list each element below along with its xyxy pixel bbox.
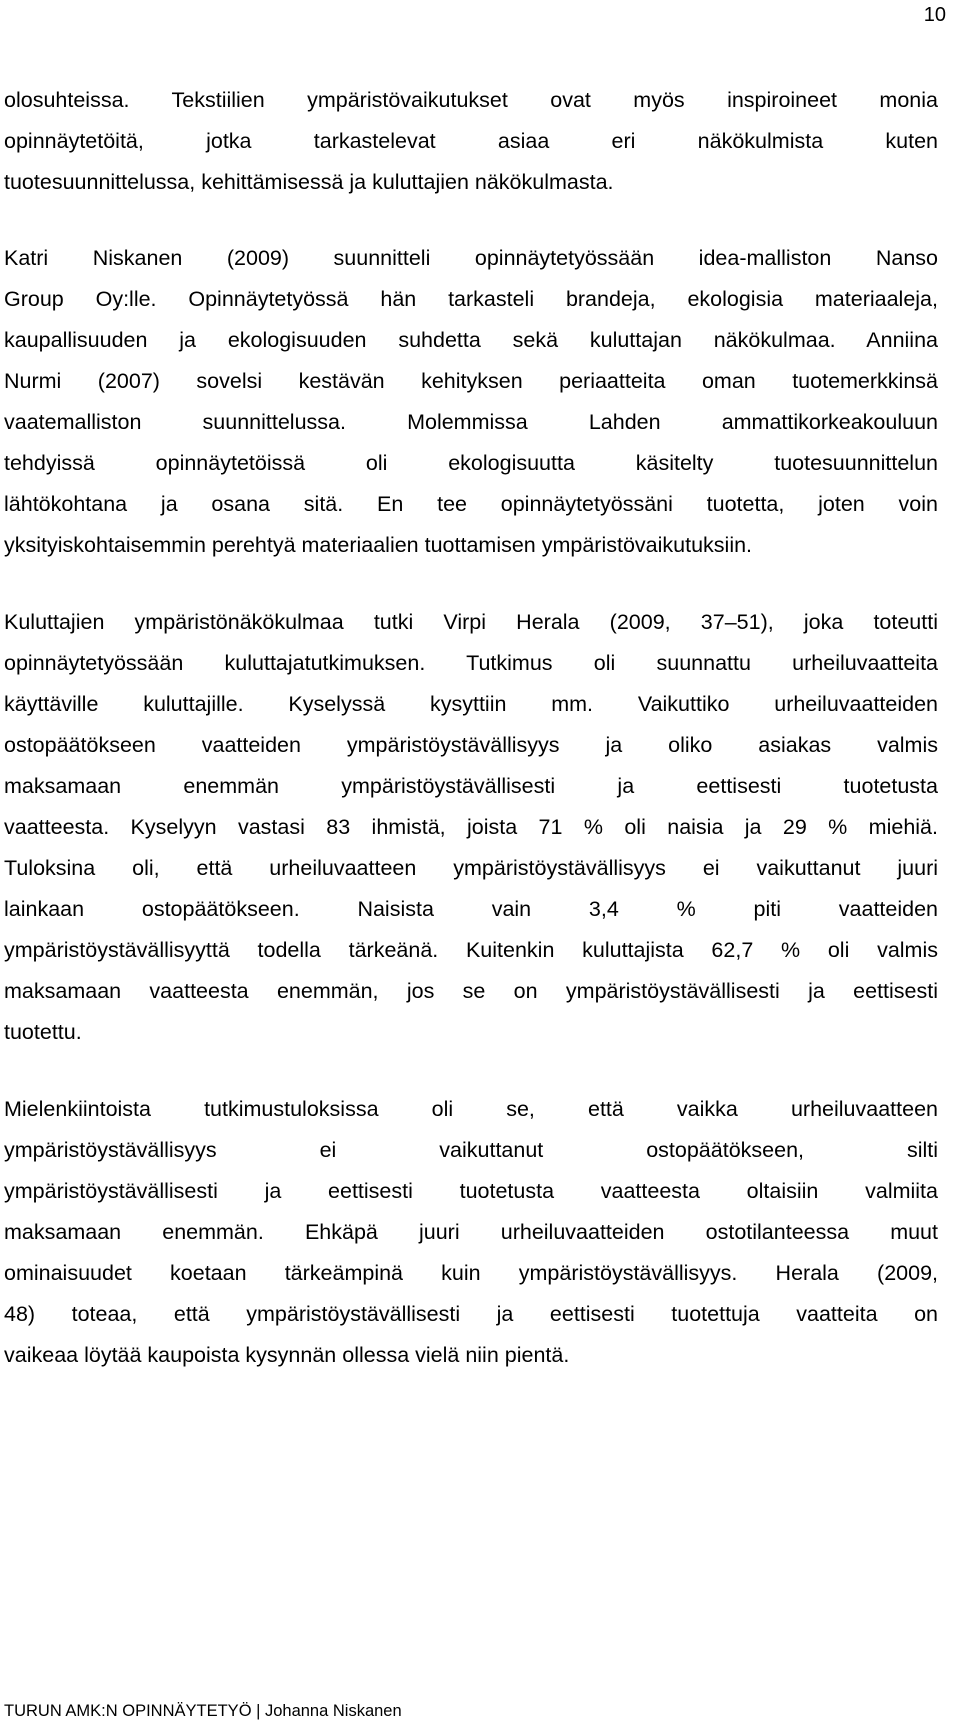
text-line: opinnäytetöitä, jotka tarkastelevat asiaa eri näkökulmista kuten [4, 129, 938, 153]
text-line: Group Oy:lle. Opinnäytetyössä hän tarkasteli brandeja, ekologisia materiaaleja, [4, 287, 938, 311]
text-line: tehdyissä opinnäytetöissä oli ekologisuutta käsitelty tuotesuunnittelun [4, 451, 938, 475]
text-line: maksamaan enemmän. Ehkäpä juuri urheiluvaatteiden ostotilanteessa muut [4, 1220, 938, 1244]
text-line: ostopäätökseen vaatteiden ympäristöystävällisyys ja oliko asiakas valmis [4, 733, 938, 757]
paragraph-1 [4, 80, 938, 203]
text-line: lähtökohtana ja osana sitä. En tee opinnäytetyössäni tuotetta, joten voin [4, 492, 938, 516]
text-line: käyttäville kuluttajille. Kyselyssä kysyttiin mm. Vaikuttiko urheiluvaatteiden [4, 692, 938, 716]
text-line: maksamaan enemmän ympäristöystävällisesti ja eettisesti tuotetusta [4, 774, 938, 798]
text-line: Kuluttajien ympäristönäkökulmaa tutki Virpi Herala (2009, 37–51), joka toteutti [4, 610, 938, 634]
paragraph-4 [4, 1089, 938, 1376]
text-line: kaupallisuuden ja ekologisuuden suhdetta sekä kuluttajan näkökulmaa. Anniina [4, 328, 938, 352]
text-line: ympäristöystävällisyyttä todella tärkeänä. Kuitenkin kuluttajista 62,7 % oli valmis [4, 938, 938, 962]
text-line: lainkaan ostopäätökseen. Naisista vain 3,4 % piti vaatteiden [4, 897, 938, 921]
paragraph-2 [4, 238, 938, 566]
text-line: opinnäytetyössään kuluttajatutkimuksen. Tutkimus oli suunnattu urheiluvaatteita [4, 651, 938, 675]
text-line: vaatteesta. Kyselyyn vastasi 83 ihmistä, joista 71 % oli naisia ja 29 % miehiä. [4, 815, 938, 839]
text-line: Nurmi (2007) sovelsi kestävän kehityksen periaatteita oman tuotemerkkinsä [4, 369, 938, 393]
text-line: ympäristöystävällisesti ja eettisesti tuotetusta vaatteesta oltaisiin valmiita [4, 1179, 938, 1203]
text-line: yksityiskohtaisemmin perehtyä materiaalien tuottamisen ympäristövaikutuksiin. [4, 533, 753, 557]
text-line: Tuloksina oli, että urheiluvaatteen ympäristöystävällisyys ei vaikuttanut juuri [4, 856, 938, 880]
text-line: maksamaan vaatteesta enemmän, jos se on ympäristöystävällisesti ja eettisesti [4, 979, 938, 1003]
text-line: ympäristöystävällisyys ei vaikuttanut ostopäätökseen, silti [4, 1138, 938, 1162]
page-number: 10 [923, 4, 946, 26]
text-line: Katri Niskanen (2009) suunnitteli opinnäytetyössään idea-malliston Nanso [4, 246, 938, 270]
text-line: tuotesuunnittelussa, kehittämisessä ja kuluttajien näkökulmasta. [4, 170, 614, 194]
text-line: Mielenkiintoista tutkimustuloksissa oli se, että vaikka urheiluvaatteen [4, 1097, 938, 1121]
text-line: olosuhteissa. Tekstiilien ympäristövaikutukset ovat myös inspiroineet monia [4, 88, 938, 112]
text-line: vaikeaa löytää kaupoista kysynnän ollessa vielä niin pientä. [4, 1343, 570, 1367]
footer: TURUN AMK:N OPINNÄYTETYÖ | Johanna Niskanen [4, 1702, 402, 1720]
text-line: vaatemalliston suunnittelussa. Molemmissa Lahden ammattikorkeakouluun [4, 410, 938, 434]
text-line: 48) toteaa, että ympäristöystävällisesti ja eettisesti tuotettuja vaatteita on [4, 1302, 938, 1326]
paragraph-3 [4, 602, 938, 1053]
text-line: ominaisuudet koetaan tärkeämpinä kuin ympäristöystävällisyys. Herala (2009, [4, 1261, 938, 1285]
text-line: tuotettu. [4, 1020, 82, 1044]
